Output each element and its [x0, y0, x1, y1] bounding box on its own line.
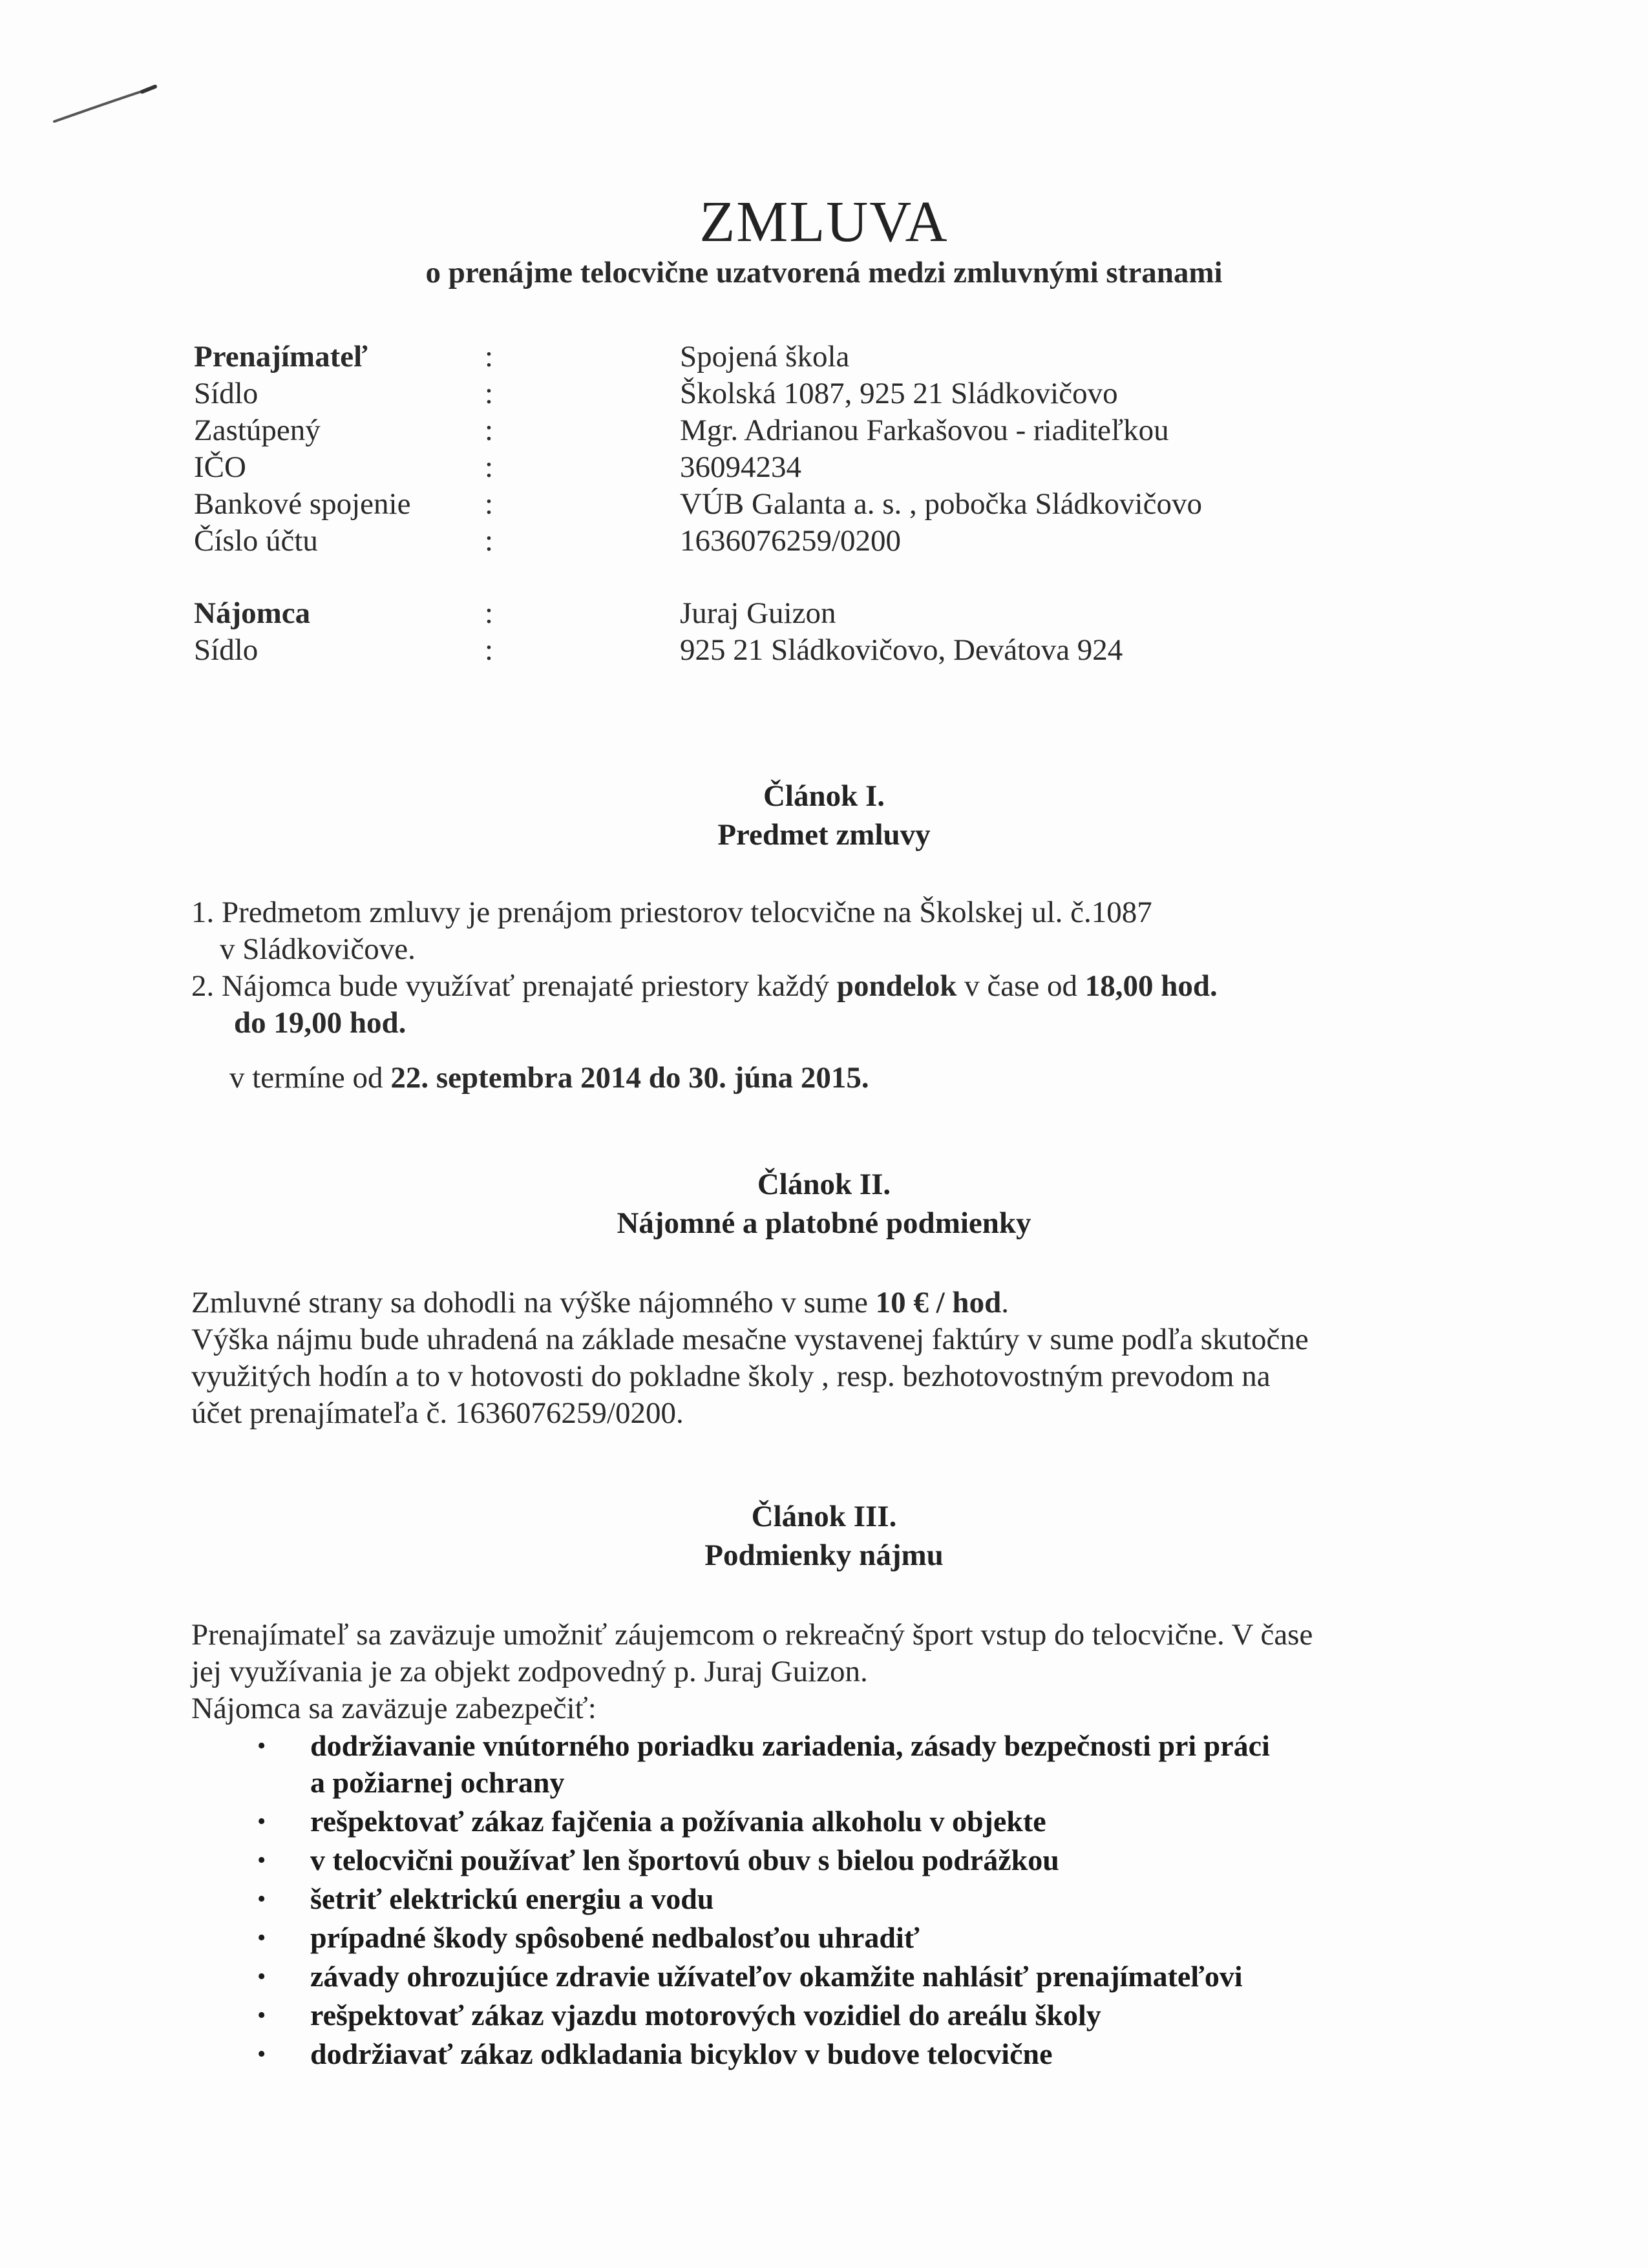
rental-term [229, 1060, 869, 1097]
landlord-ico: 36094234 [680, 450, 801, 484]
item-2-text: v čase od [956, 969, 1085, 1003]
tenant-name: Juraj Guizon [680, 596, 836, 630]
article-3-title: Podmienky nájmu [704, 1538, 944, 1572]
article-3-line: Prenajímateľ sa zaväzuje umožniť záujemcom o rekreačný šport vstup do telocvične. V čase [191, 1618, 1313, 1652]
obligation-item: dodržiavať zákaz odkladania bicyklov v budove telocvične [310, 2037, 1053, 2070]
article-3-line: Nájomca sa zaväzuje zabezpečiť: [191, 1692, 597, 1725]
field-label: Zastúpený [194, 414, 321, 447]
term-end: do 30. júna 2015. [641, 1061, 869, 1095]
obligation-item-cont: a požiarnej ochrany [310, 1766, 565, 1799]
article-2-number: Článok II. [757, 1168, 891, 1201]
tenant-label: Nájomca [194, 596, 311, 630]
article-2-title: Nájomné a platobné podmienky [617, 1206, 1031, 1240]
field-colon: : [485, 377, 494, 410]
field-colon: : [485, 487, 494, 521]
bullet-icon: • [257, 1847, 266, 1874]
obligation-item: dodržiavanie vnútorného poriadku zariadenia, zásady bezpečnosti pri práci [310, 1729, 1270, 1762]
obligation-item: rešpektovať zákaz fajčenia a požívania alkoholu v objekte [310, 1805, 1046, 1838]
obligation-item: v telocvični používať len športovú obuv s bielou podrážkou [310, 1843, 1059, 1876]
field-label: Číslo účtu [194, 524, 318, 558]
field-colon: : [485, 596, 494, 630]
obligation-item: závady ohrozujúce zdravie užívateľov okamžite nahlásiť prenajímateľovi [310, 1960, 1243, 1993]
document-title: ZMLUVA [699, 190, 949, 254]
bullet-icon: • [257, 2002, 266, 2029]
bullet-icon: • [257, 1885, 266, 1913]
term-text: v termíne od [229, 1061, 391, 1095]
field-label: Sídlo [194, 633, 259, 667]
pen-stroke-mark [52, 84, 162, 136]
article-2-line [191, 1285, 1009, 1321]
tenant-address: 925 21 Sládkovičovo, Devátova 924 [680, 633, 1123, 667]
bullet-icon: • [257, 1808, 266, 1835]
field-label: Sídlo [194, 377, 259, 410]
landlord-label: Prenajímateľ [194, 340, 368, 373]
article-2-line: využitých hodín a to v hotovosti do pokladne školy , resp. bezhotovostným prevodom na [191, 1360, 1271, 1393]
article-3-line: jej využívania je za objekt zodpovedný p. Juraj Guizon. [191, 1655, 868, 1688]
article-1-item-2 [191, 968, 1218, 1005]
article-1-title: Predmet zmluvy [717, 818, 931, 852]
field-colon: : [485, 450, 494, 484]
rent-text: Zmluvné strany sa dohodli na výške nájomného v sume [191, 1286, 876, 1319]
landlord-address: Školská 1087, 925 21 Sládkovičovo [680, 377, 1118, 410]
bullet-icon: • [257, 1732, 266, 1759]
field-colon: : [485, 633, 494, 667]
landlord-representative: Mgr. Adrianou Farkašovou - riaditeľkou [680, 414, 1169, 447]
field-label: Bankové spojenie [194, 487, 411, 521]
article-1-item-1: 1. Predmetom zmluvy je prenájom priestorov telocvične na Školskej ul. č.1087 [191, 896, 1152, 929]
article-2-line: účet prenajímateľa č. 1636076259/0200. [191, 1396, 684, 1430]
article-3-number: Článok III. [751, 1500, 897, 1533]
rental-time-from: 18,00 hod. [1084, 969, 1218, 1003]
field-colon: : [485, 340, 494, 373]
rental-day: pondelok [836, 969, 957, 1003]
article-2-line: Výška nájmu bude uhradená na základe mesačne vystavenej faktúry v sume podľa skutočne [191, 1323, 1309, 1356]
article-1-item-1-cont: v Sládkovičove. [220, 932, 416, 966]
term-start: 22. septembra 2014 [390, 1061, 642, 1095]
obligation-item: šetriť elektrickú energiu a vodu [310, 1882, 714, 1915]
obligation-item: rešpektovať zákaz vjazdu motorových vozidiel do areálu školy [310, 1999, 1101, 2032]
bullet-icon: • [257, 2041, 266, 2068]
rent-rate: 10 € / hod [875, 1286, 1002, 1319]
bullet-icon: • [257, 1924, 266, 1951]
obligation-item: prípadné škody spôsobené nedbalosťou uhradiť [310, 1921, 920, 1954]
rental-time-to: do 19,00 hod. [234, 1006, 407, 1040]
article-1-number: Článok I. [763, 779, 885, 813]
item-2-text: 2. Nájomca bude využívať prenajaté priestory každý [191, 969, 837, 1003]
field-label: IČO [194, 450, 246, 484]
landlord-bank: VÚB Galanta a. s. , pobočka Sládkovičovo [680, 487, 1202, 521]
document-subtitle: o prenájme telocvične uzatvorená medzi zmluvnými stranami [425, 256, 1223, 289]
field-colon: : [485, 524, 494, 558]
bullet-icon: • [257, 1963, 266, 1990]
landlord-name: Spojená škola [680, 340, 850, 373]
landlord-account: 1636076259/0200 [680, 524, 902, 558]
field-colon: : [485, 414, 494, 447]
rent-text: . [1001, 1286, 1009, 1319]
